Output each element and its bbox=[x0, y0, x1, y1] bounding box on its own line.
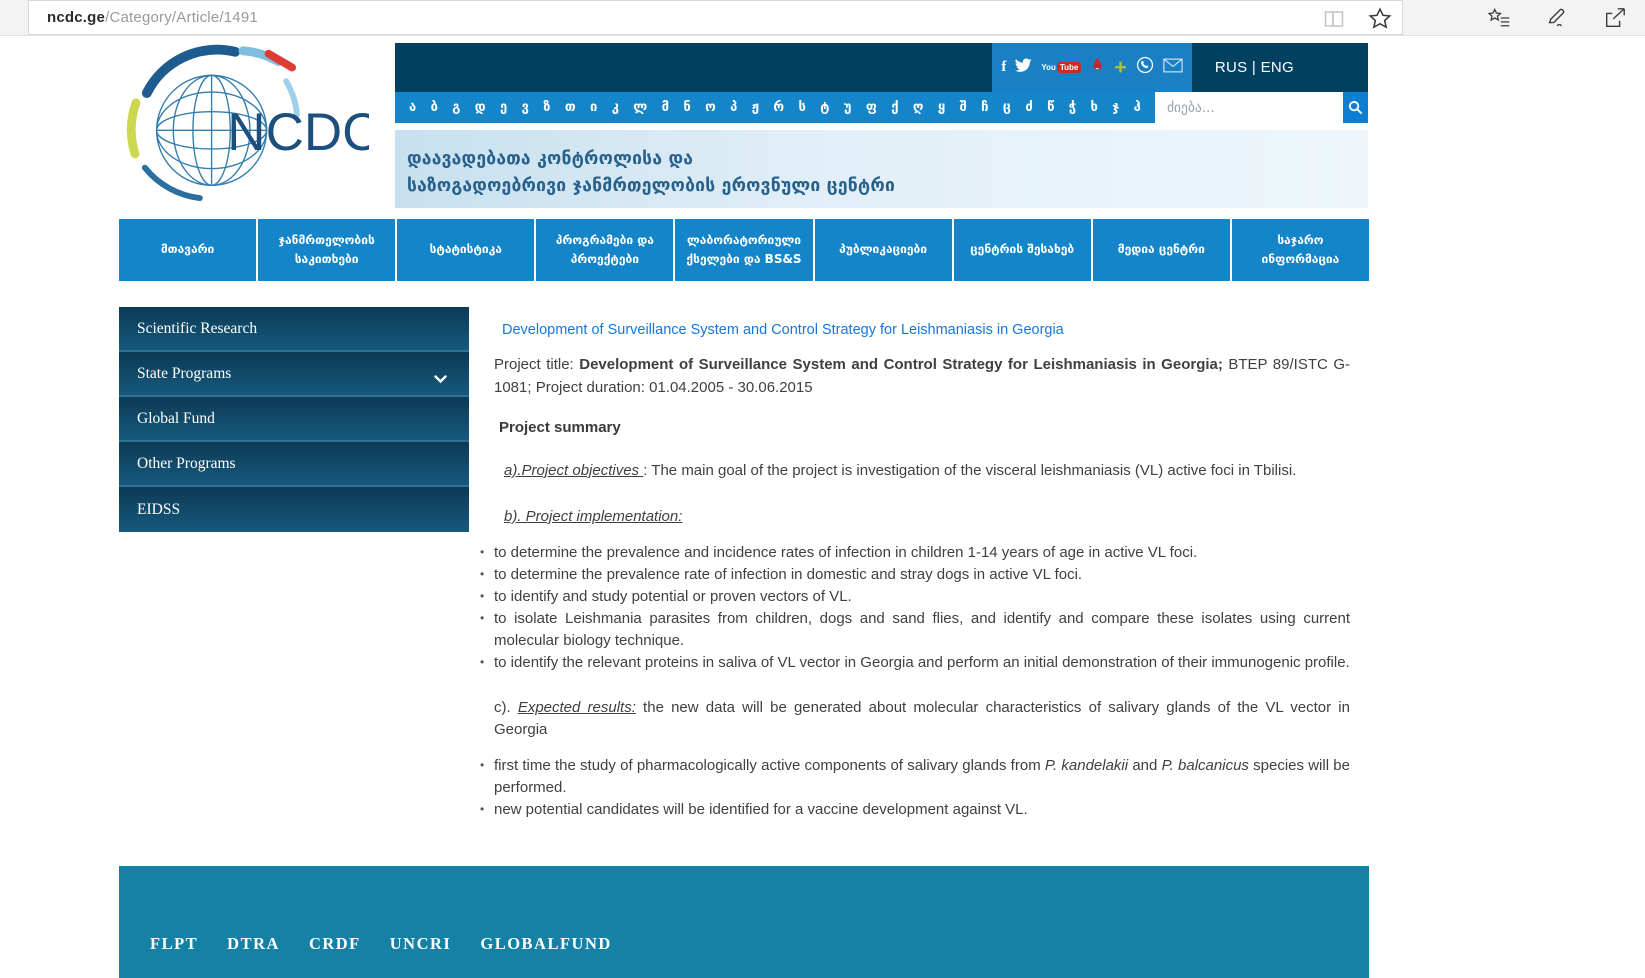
sidebar-item-label: EIDSS bbox=[137, 500, 181, 518]
implementation-label: b). Project implementation: bbox=[504, 508, 683, 525]
alphabet-letter[interactable]: პ bbox=[730, 100, 738, 115]
alphabet-letter[interactable]: თ bbox=[564, 100, 576, 115]
alphabet-letter[interactable]: ტ bbox=[820, 100, 830, 115]
ncdc-globe-icon bbox=[119, 40, 369, 202]
expected-results bbox=[494, 697, 1350, 741]
phone-icon[interactable] bbox=[1136, 56, 1154, 79]
project-implementation-heading bbox=[504, 506, 1350, 528]
alphabet-letter[interactable]: ღ bbox=[912, 100, 924, 115]
alphabet-letter[interactable]: გ bbox=[452, 100, 461, 115]
alphabet-letter[interactable]: ჟ bbox=[751, 100, 760, 115]
browser-toolbar bbox=[0, 0, 1645, 36]
sidebar-item-scientific-research[interactable] bbox=[119, 307, 469, 352]
expected-text: the new data will be generated about molecular characteristics of salivary glands of the VL vector in Georgia bbox=[494, 699, 1350, 738]
sidebar-item-label: Scientific Research bbox=[137, 319, 258, 337]
alphabet-letter[interactable]: შ bbox=[959, 100, 967, 115]
social-links bbox=[992, 43, 1192, 92]
search-button[interactable] bbox=[1343, 92, 1368, 123]
partner-links bbox=[150, 934, 612, 954]
main-menu-item[interactable]: სტატისტიკა bbox=[397, 219, 534, 281]
alphabet-letter[interactable]: ჯ bbox=[1112, 100, 1120, 115]
logo-text: NCDC bbox=[227, 102, 369, 162]
partner-link[interactable]: DTRA bbox=[227, 934, 280, 953]
url-path: /Category/Article/1491 bbox=[105, 9, 258, 26]
alphabet-letter[interactable]: ზ bbox=[543, 100, 551, 115]
bullet-item: • new potential candidates will be identified for a vaccine development against VL. bbox=[494, 799, 1350, 821]
implementation-bullet-list bbox=[494, 542, 1350, 673]
alphabet-letter[interactable]: ქ bbox=[891, 100, 899, 115]
alphabet-index bbox=[395, 92, 1155, 123]
partner-link[interactable]: CRDF bbox=[308, 934, 361, 953]
bullet-item: • to identify the relevant proteins in saliva of VL vector in Georgia and perform an initial demonstration of their immunogenic profile. bbox=[494, 652, 1350, 674]
hub-icon[interactable] bbox=[1487, 6, 1511, 30]
alphabet-letter[interactable]: წ bbox=[1047, 100, 1055, 115]
header bbox=[395, 43, 1368, 208]
sidebar-item-label: Other Programs bbox=[137, 454, 236, 472]
main-menu-item[interactable]: ცენტრის შესახებ bbox=[954, 219, 1091, 281]
email-icon[interactable] bbox=[1163, 58, 1183, 78]
species-name: P. kandelakii bbox=[1044, 757, 1129, 774]
alphabet-letter[interactable]: კ bbox=[611, 100, 619, 115]
alphabet-letter[interactable]: ნ bbox=[683, 100, 691, 115]
bullet-item: • to determine the prevalence rate of infection in domestic and stray dogs in active VL foci. bbox=[494, 564, 1350, 586]
main-menu-item[interactable]: მთავარი bbox=[119, 219, 256, 281]
project-intro bbox=[494, 353, 1350, 399]
url-host: ncdc.ge bbox=[47, 9, 106, 26]
alphabet-search-row bbox=[395, 92, 1368, 123]
bullet-text: first time the study of pharmacologically active components of salivary glands from bbox=[494, 757, 1045, 774]
url-text bbox=[29, 9, 258, 26]
bullet-item: • to isolate Leishmania parasites from children, dogs and sand flies, and identify and compare these isolates using current molecular biology technique. bbox=[494, 608, 1350, 651]
reading-view-icon[interactable] bbox=[1322, 7, 1346, 31]
bullet-item: • to identify and study potential or proven vectors of VL. bbox=[494, 586, 1350, 608]
partner-link[interactable]: GLOBALFUND bbox=[480, 934, 612, 953]
alphabet-letter[interactable]: რ bbox=[773, 100, 785, 115]
plus-icon[interactable]: + bbox=[1114, 56, 1127, 79]
bullet-text: and bbox=[1128, 757, 1162, 774]
org-name-banner bbox=[395, 130, 1368, 208]
project-summary-heading: Project summary bbox=[499, 419, 621, 436]
alphabet-letter[interactable]: უ bbox=[843, 100, 852, 115]
alphabet-letter[interactable]: ვ bbox=[521, 100, 529, 115]
chevron-down-icon bbox=[434, 371, 447, 389]
intro-suffix: BTEP 89/ISTC G-1081; Project duration: 01.04.2005 - 30.06.2015 bbox=[494, 356, 1351, 396]
alphabet-letter[interactable]: ს bbox=[798, 100, 806, 115]
bullet-text: species will be performed. bbox=[494, 757, 1350, 796]
main-menu-item[interactable]: ლაბორატორიული ქსელები და BS&S bbox=[675, 219, 812, 281]
intro-prefix: Project title: bbox=[494, 356, 580, 373]
intro-bold: Development of Surveillance System and Control Strategy for Leishmaniasis in Georgia; bbox=[579, 356, 1223, 373]
favorite-star-icon[interactable] bbox=[1368, 7, 1392, 31]
main-menu-item[interactable]: პუბლიკაციები bbox=[815, 219, 952, 281]
page-footer bbox=[119, 866, 1369, 978]
alphabet-letter[interactable]: ო bbox=[705, 100, 716, 115]
language-switcher[interactable]: RUS | ENG bbox=[1214, 59, 1294, 76]
main-menu-item[interactable]: მედია ცენტრი bbox=[1093, 219, 1230, 281]
sidebar-menu bbox=[119, 307, 469, 532]
alphabet-letter[interactable]: ჭ bbox=[1068, 100, 1077, 115]
search-icon bbox=[1348, 100, 1363, 115]
alphabet-letter[interactable]: მ bbox=[661, 100, 670, 115]
alphabet-letter[interactable]: ბ bbox=[430, 100, 438, 115]
share-icon[interactable] bbox=[1603, 6, 1627, 30]
sidebar-item-eidss[interactable] bbox=[119, 487, 469, 532]
sidebar-item-state-programs[interactable] bbox=[119, 352, 469, 397]
article-title-link[interactable]: Development of Surveillance System and Control Strategy for Leishmaniasis in Georgia bbox=[502, 322, 1064, 338]
expected-label: Expected results: bbox=[517, 699, 636, 716]
alphabet-letter[interactable]: ლ bbox=[633, 100, 648, 115]
main-menu-item[interactable]: ჯანმრთელობის საკითხები bbox=[258, 219, 395, 281]
article-content bbox=[494, 318, 1350, 821]
org-name-line1: დაავადებათა კონტროლისა და bbox=[407, 149, 694, 169]
blood-drop-icon[interactable] bbox=[1090, 56, 1105, 79]
search-input[interactable] bbox=[1155, 92, 1343, 123]
ncdc-logo[interactable] bbox=[119, 40, 395, 210]
results-bullet-list bbox=[494, 755, 1350, 820]
alphabet-letter[interactable]: ჰ bbox=[1133, 100, 1141, 115]
main-menu-item[interactable]: საჯარო ინფორმაცია bbox=[1232, 219, 1369, 281]
project-objectives bbox=[504, 460, 1350, 482]
twitter-icon[interactable] bbox=[1015, 58, 1032, 78]
bullet-item bbox=[494, 755, 1350, 798]
org-name-line2: საზოგადოებრივი ჯანმრთელობის ეროვნული ცენტრი bbox=[407, 176, 896, 196]
header-top-bar bbox=[395, 43, 1368, 92]
alphabet-letter[interactable]: ხ bbox=[1090, 100, 1098, 115]
alphabet-letter[interactable]: ი bbox=[589, 100, 598, 115]
youtube-icon[interactable]: You Tube bbox=[1041, 62, 1081, 73]
species-name: P. balcanicus bbox=[1161, 757, 1249, 774]
alphabet-letter[interactable]: ჩ bbox=[981, 100, 989, 115]
alphabet-letter[interactable]: ე bbox=[499, 100, 508, 115]
bullet-item: • to determine the prevalence and incidence rates of infection in children 1-14 years of age in active VL foci. bbox=[494, 542, 1350, 564]
sidebar-item-global-fund[interactable] bbox=[119, 397, 469, 442]
main-menu bbox=[119, 219, 1369, 281]
expected-prefix: c). bbox=[494, 699, 518, 716]
alphabet-letter[interactable]: ყ bbox=[937, 100, 946, 115]
alphabet-letter[interactable]: ძ bbox=[1025, 100, 1033, 115]
sidebar-item-other-programs[interactable] bbox=[119, 442, 469, 487]
sidebar-item-label: State Programs bbox=[137, 364, 232, 382]
address-bar[interactable] bbox=[28, 0, 1403, 35]
partner-link[interactable]: FLPT bbox=[150, 934, 199, 953]
objectives-label: a).Project objectives bbox=[504, 462, 644, 479]
web-note-icon[interactable] bbox=[1545, 6, 1569, 30]
alphabet-letter[interactable]: ც bbox=[1002, 100, 1012, 115]
main-menu-item[interactable]: პროგრამები და პროექტები bbox=[536, 219, 673, 281]
alphabet-letter[interactable]: ა bbox=[409, 100, 417, 115]
facebook-icon[interactable]: f bbox=[1001, 59, 1007, 75]
sidebar-item-label: Global Fund bbox=[137, 409, 215, 427]
alphabet-letter[interactable]: დ bbox=[474, 100, 486, 115]
objectives-text: : The main goal of the project is investigation of the visceral leishmaniasis (VL) active foci in Tbilisi. bbox=[643, 462, 1297, 479]
partner-link[interactable]: UNCRI bbox=[389, 934, 452, 953]
alphabet-letter[interactable]: ფ bbox=[865, 100, 877, 115]
